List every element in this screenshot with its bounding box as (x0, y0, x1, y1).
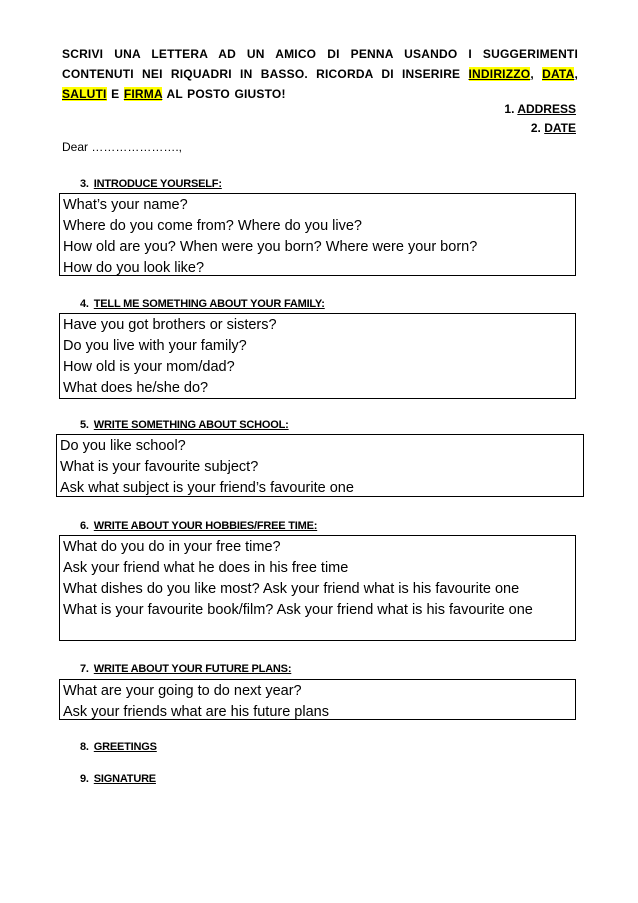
section-number: 4. (80, 298, 89, 310)
prompt-line: Where do you come from? Where do you live? (63, 218, 362, 234)
section-label: INTRODUCE YOURSELF: (93, 178, 222, 190)
prompt-box-introduce (59, 193, 576, 276)
section-number: 8. (80, 741, 89, 753)
item-label: ADDRESS (517, 102, 576, 116)
prompt-line: What is your favourite subject? (60, 459, 259, 475)
section-label: WRITE ABOUT YOUR HOBBIES/FREE TIME: (93, 520, 318, 532)
section-title-hobbies (80, 520, 317, 532)
highlight-saluti: SALUTI (62, 87, 107, 101)
prompt-line: Do you like school? (60, 438, 186, 454)
prompt-line: What do you do in your free time? (63, 539, 281, 555)
separator: , (574, 67, 578, 81)
section-number: 6. (80, 520, 89, 532)
section-number: 3. (80, 178, 89, 190)
section-title-introduce (80, 178, 222, 190)
prompt-line: How old is your mom/dad? (63, 359, 235, 375)
item-number: 1. (504, 102, 515, 116)
section-label: TELL ME SOMETHING ABOUT YOUR FAMILY: (93, 298, 325, 310)
prompt-line: Ask your friend what he does in his free time (63, 560, 349, 576)
prompt-line: What’s your name? (63, 197, 188, 213)
prompt-line: What does he/she do? (63, 380, 209, 396)
prompt-line: What is your favourite book/film? Ask your friend what is his favourite one (63, 602, 533, 618)
section-title-school (80, 419, 289, 431)
instructions-paragraph (62, 44, 578, 104)
section-label: WRITE ABOUT YOUR FUTURE PLANS: (93, 663, 292, 675)
section-number: 9. (80, 773, 89, 785)
prompt-line: Have you got brothers or sisters? (63, 317, 277, 333)
instructions-text: SCRIVI UNA LETTERA AD UN AMICO DI PENNA USANDO I SUGGERIMENTI CONTENUTI NEI RIQUADRI IN BASSO. RICORDA DI INSERIRE (62, 47, 578, 81)
prompt-box-hobbies (59, 535, 576, 641)
section-label: GREETINGS (93, 741, 157, 753)
prompt-box-school (56, 434, 584, 497)
prompt-line: What dishes do you like most? Ask your friend what is his favourite one (63, 581, 520, 597)
prompt-line: Do you live with your family? (63, 338, 247, 354)
separator: , (530, 67, 543, 81)
prompt-line: Ask your friends what are his future plans (63, 704, 329, 720)
section-number: 7. (80, 663, 89, 675)
section-label: SIGNATURE (93, 773, 156, 785)
prompt-box-family (59, 313, 576, 399)
section-title-family (80, 298, 325, 310)
highlight-firma: FIRMA (123, 87, 163, 101)
prompt-line: Ask what subject is your friend’s favourite one (60, 480, 354, 496)
separator: E (106, 87, 124, 101)
item-label: DATE (544, 121, 576, 135)
section-title-signature (80, 773, 156, 785)
section-label: WRITE SOMETHING ABOUT SCHOOL: (93, 419, 289, 431)
prompt-box-future-plans (59, 679, 576, 720)
header-item-date (531, 121, 576, 135)
header-item-address (504, 102, 576, 116)
instructions-text-end: AL POSTO GIUSTO! (162, 87, 286, 101)
prompt-line: What are your going to do next year? (63, 683, 302, 699)
section-number: 5. (80, 419, 89, 431)
section-title-greetings (80, 741, 157, 753)
section-title-future-plans (80, 663, 291, 675)
highlight-indirizzo: INDIRIZZO (468, 67, 531, 81)
item-number: 2. (530, 121, 541, 135)
prompt-line: How do you look like? (63, 260, 205, 276)
highlight-data: DATA (542, 67, 575, 81)
prompt-line: How old are you? When were you born? Where were your born? (63, 239, 478, 255)
salutation-line: Dear …………………., (62, 140, 183, 154)
